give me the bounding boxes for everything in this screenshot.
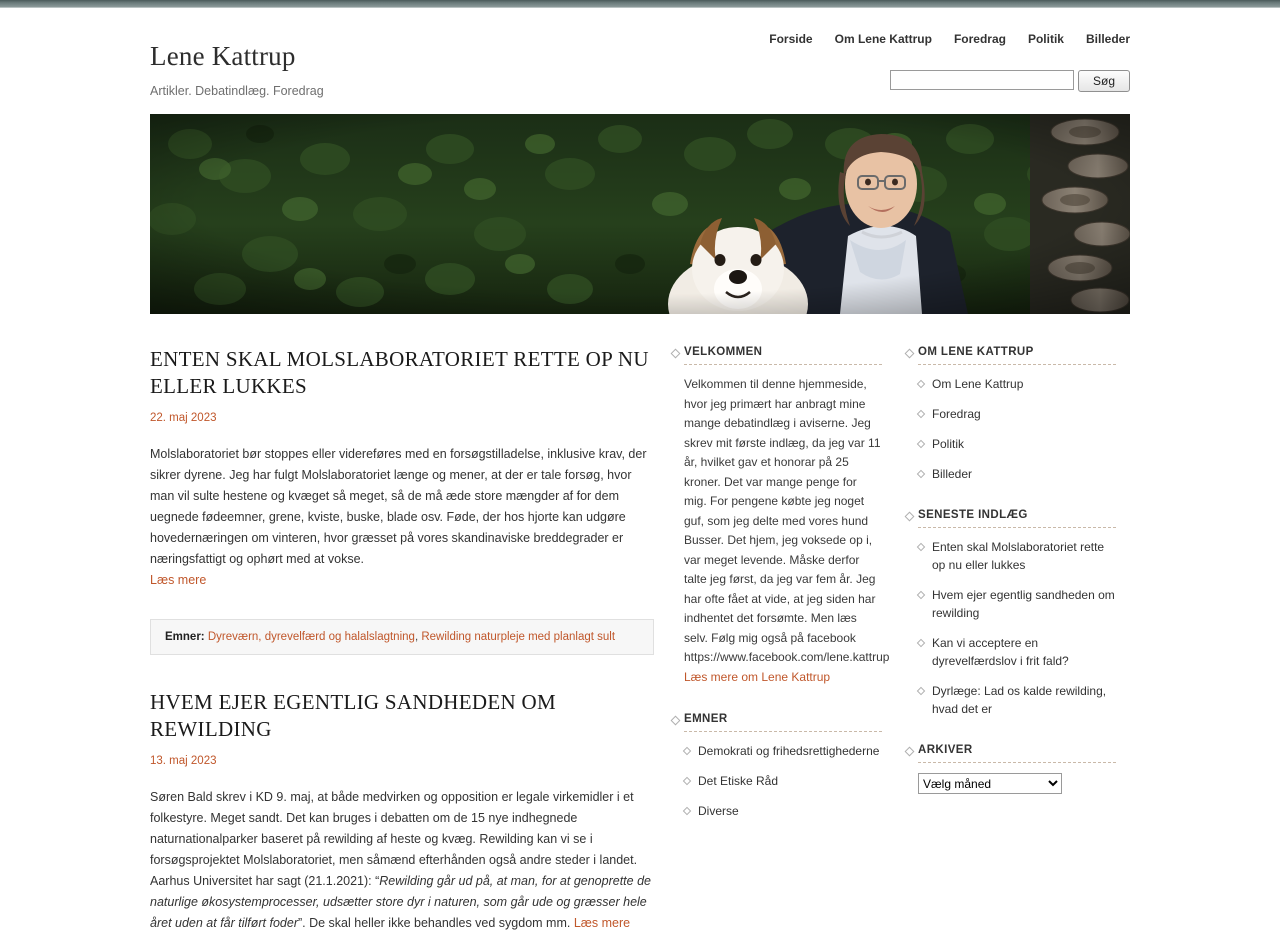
widget-divider [684, 364, 882, 365]
nav-item-om-lene-kattrup[interactable]: Om Lene Kattrup [834, 32, 932, 46]
read-more-link[interactable]: Læs mere [573, 916, 631, 930]
tag-separator: , [414, 631, 422, 643]
post-title[interactable]: HVEM EJER EGENTLIG SANDHEDEN OM REWILDING [150, 690, 556, 741]
recent-post-link-1[interactable]: Enten skal Molslaboratoriet rette op nu eller lukkes [932, 540, 1105, 572]
post-date: 22. maj 2023 [150, 412, 217, 424]
widget-about [904, 346, 1116, 483]
post-excerpt [150, 444, 654, 591]
about-link-om-lene-kattrup[interactable]: Om Lene Kattrup [932, 377, 1024, 391]
recent-post-link-2[interactable]: Hvem ejer egentlig sandheden om rewilding [932, 588, 1115, 620]
nav-item-foredrag[interactable]: Foredrag [953, 32, 1006, 46]
post-excerpt [150, 787, 654, 934]
nav-item-forside[interactable]: Forside [769, 32, 813, 46]
topics-list [670, 742, 882, 820]
recent-post-link-3[interactable]: Kan vi acceptere en dyrevelfærdslov i frit fald? [932, 636, 1069, 668]
site-description: Artikler. Debatindlæg. Foredrag [150, 84, 324, 98]
about-link-foredrag[interactable]: Foredrag [932, 407, 981, 421]
list-item[interactable] [918, 634, 1116, 670]
post-excerpt-quote: Rewilding går ud på, at man, for at genoprette de naturlige økosystemprocesser, udsætter store dyr i naturen, som går ude og græsser hele året uden at får tilført foder [150, 874, 651, 930]
widget-divider [918, 762, 1116, 763]
main-column [150, 346, 670, 934]
post-tag-link[interactable]: Dyreværn, dyrevelfærd og halalslagtning [207, 631, 415, 643]
list-item[interactable] [684, 802, 882, 820]
widget-welcome [670, 346, 890, 687]
about-link-billeder[interactable]: Billeder [932, 467, 973, 481]
widget-title-archives: ARKIVER [904, 744, 1116, 756]
sidebar-middle [670, 346, 890, 846]
welcome-paragraph: Velkommen til denne hjemmeside, hvor jeg primært har anbragt mine mange debatindlæg i aviserne. Jeg skrev mit første indlæg, da jeg var 11 år, hvilket gav et honorar på 25 kroner. Det var mange penge for mig. For pengene købte jeg noget guf, som jeg delte med vores hund Busser. Det hjem, jeg voksede op i, var meget levende. Måske derfor talte jeg først, da jeg var fem år. Jeg har ofte fået at vide, at jeg siden har indhentet det forsømte. Men læs selv. Følg mig også på facebook https://www.facebook.com/lene.kattrup [684, 377, 890, 664]
topic-link-diverse[interactable]: Diverse [698, 804, 739, 818]
site-header [150, 8, 1130, 108]
widget-welcome-text [670, 375, 890, 687]
list-item[interactable] [918, 586, 1116, 622]
content-area [150, 346, 1130, 934]
widget-divider [918, 527, 1116, 528]
widget-recent-posts [904, 509, 1116, 718]
header-banner-image [150, 114, 1130, 314]
primary-navigation [769, 32, 1130, 46]
post-article-2 [150, 689, 654, 934]
list-item[interactable] [684, 772, 882, 790]
post-meta-label: Emner: [165, 631, 205, 643]
widget-archives [904, 744, 1116, 794]
search-button[interactable]: Søg [1078, 70, 1130, 92]
top-accent-bar [0, 0, 1280, 8]
post-date: 13. maj 2023 [150, 755, 217, 767]
about-links-list [904, 375, 1116, 483]
widget-topics [670, 713, 882, 820]
site-title[interactable]: Lene Kattrup [150, 41, 296, 71]
list-item[interactable] [918, 435, 1116, 453]
post-tag-link[interactable]: Rewilding naturpleje med planlagt sult [421, 631, 616, 643]
post-excerpt-text-part1: Søren Bald skrev i KD 9. maj, at både medvirken og opposition er legale virkemidler i et folkestyre. Meget sandt. Det kan bruges i debatten om de 15 nye indhegnede naturnationalparker baseret på rewilding af heste og kvæg. Rewilding kan vi se i forsøgsprojektet Molslaboratoriet, men såmænd efterhånden også andre steder i landet. Aarhus Universitet har sagt (21.1.2021): “ [150, 790, 638, 888]
list-item[interactable] [918, 405, 1116, 423]
widget-title-recent-posts: SENESTE INDLÆG [904, 509, 1116, 521]
search-input[interactable] [890, 70, 1074, 90]
search-form [890, 70, 1130, 92]
list-item[interactable] [918, 538, 1116, 574]
list-item[interactable] [918, 465, 1116, 483]
read-more-link[interactable]: Læs mere [150, 573, 207, 587]
widget-title-topics: EMNER [670, 713, 882, 725]
post-meta-box [150, 619, 654, 655]
list-item[interactable] [918, 682, 1116, 718]
widget-title-about: OM LENE KATTRUP [904, 346, 1116, 358]
topic-link-det-etiske-raad[interactable]: Det Etiske Råd [698, 774, 779, 788]
sidebar-right [904, 346, 1116, 820]
post-excerpt-text-part2: ”. De skal heller ikke behandles ved sygdom mm. [298, 916, 571, 930]
welcome-read-more-link[interactable]: Læs mere om Lene Kattrup [684, 669, 831, 684]
about-link-politik[interactable]: Politik [932, 437, 965, 451]
widget-divider [684, 731, 882, 732]
page [0, 8, 1280, 934]
nav-item-billeder[interactable]: Billeder [1085, 32, 1130, 46]
widget-title-welcome: VELKOMMEN [670, 346, 882, 358]
topic-link-demokrati[interactable]: Demokrati og frihedsrettighederne [698, 744, 880, 758]
recent-posts-list [904, 538, 1116, 718]
widget-divider [918, 364, 1116, 365]
recent-post-link-4[interactable]: Dyrlæge: Lad os kalde rewilding, hvad det er [932, 684, 1107, 716]
post-title[interactable]: ENTEN SKAL MOLSLABORATORIET RETTE OP NU ELLER LUKKES [150, 347, 649, 398]
list-item[interactable] [918, 375, 1116, 393]
post-excerpt-text: Molslaboratoriet bør stoppes eller videreføres med en forsøgstilladelse, inklusive krav, der sikrer dyrene. Jeg har fulgt Molslaboratoriet længe og mener, at der er tale forsøg, hvor man vil sulte hestene og kvæget så meget, så de må æde store mængder af for dem uegnede fødeemner, grene, kviste, buske, blade osv. Føde, der hos hjorte kan udgøre hovedernæringen om vinteren, hvor græsset på vores skandinaviske breddegrader er næringsfattigt og ophørt med at vokse. [150, 447, 647, 566]
nav-item-politik[interactable]: Politik [1027, 32, 1064, 46]
post-article-1 [150, 346, 654, 655]
archive-month-select[interactable] [918, 773, 1062, 794]
page-wrapper [150, 8, 1130, 934]
list-item[interactable] [684, 742, 882, 760]
